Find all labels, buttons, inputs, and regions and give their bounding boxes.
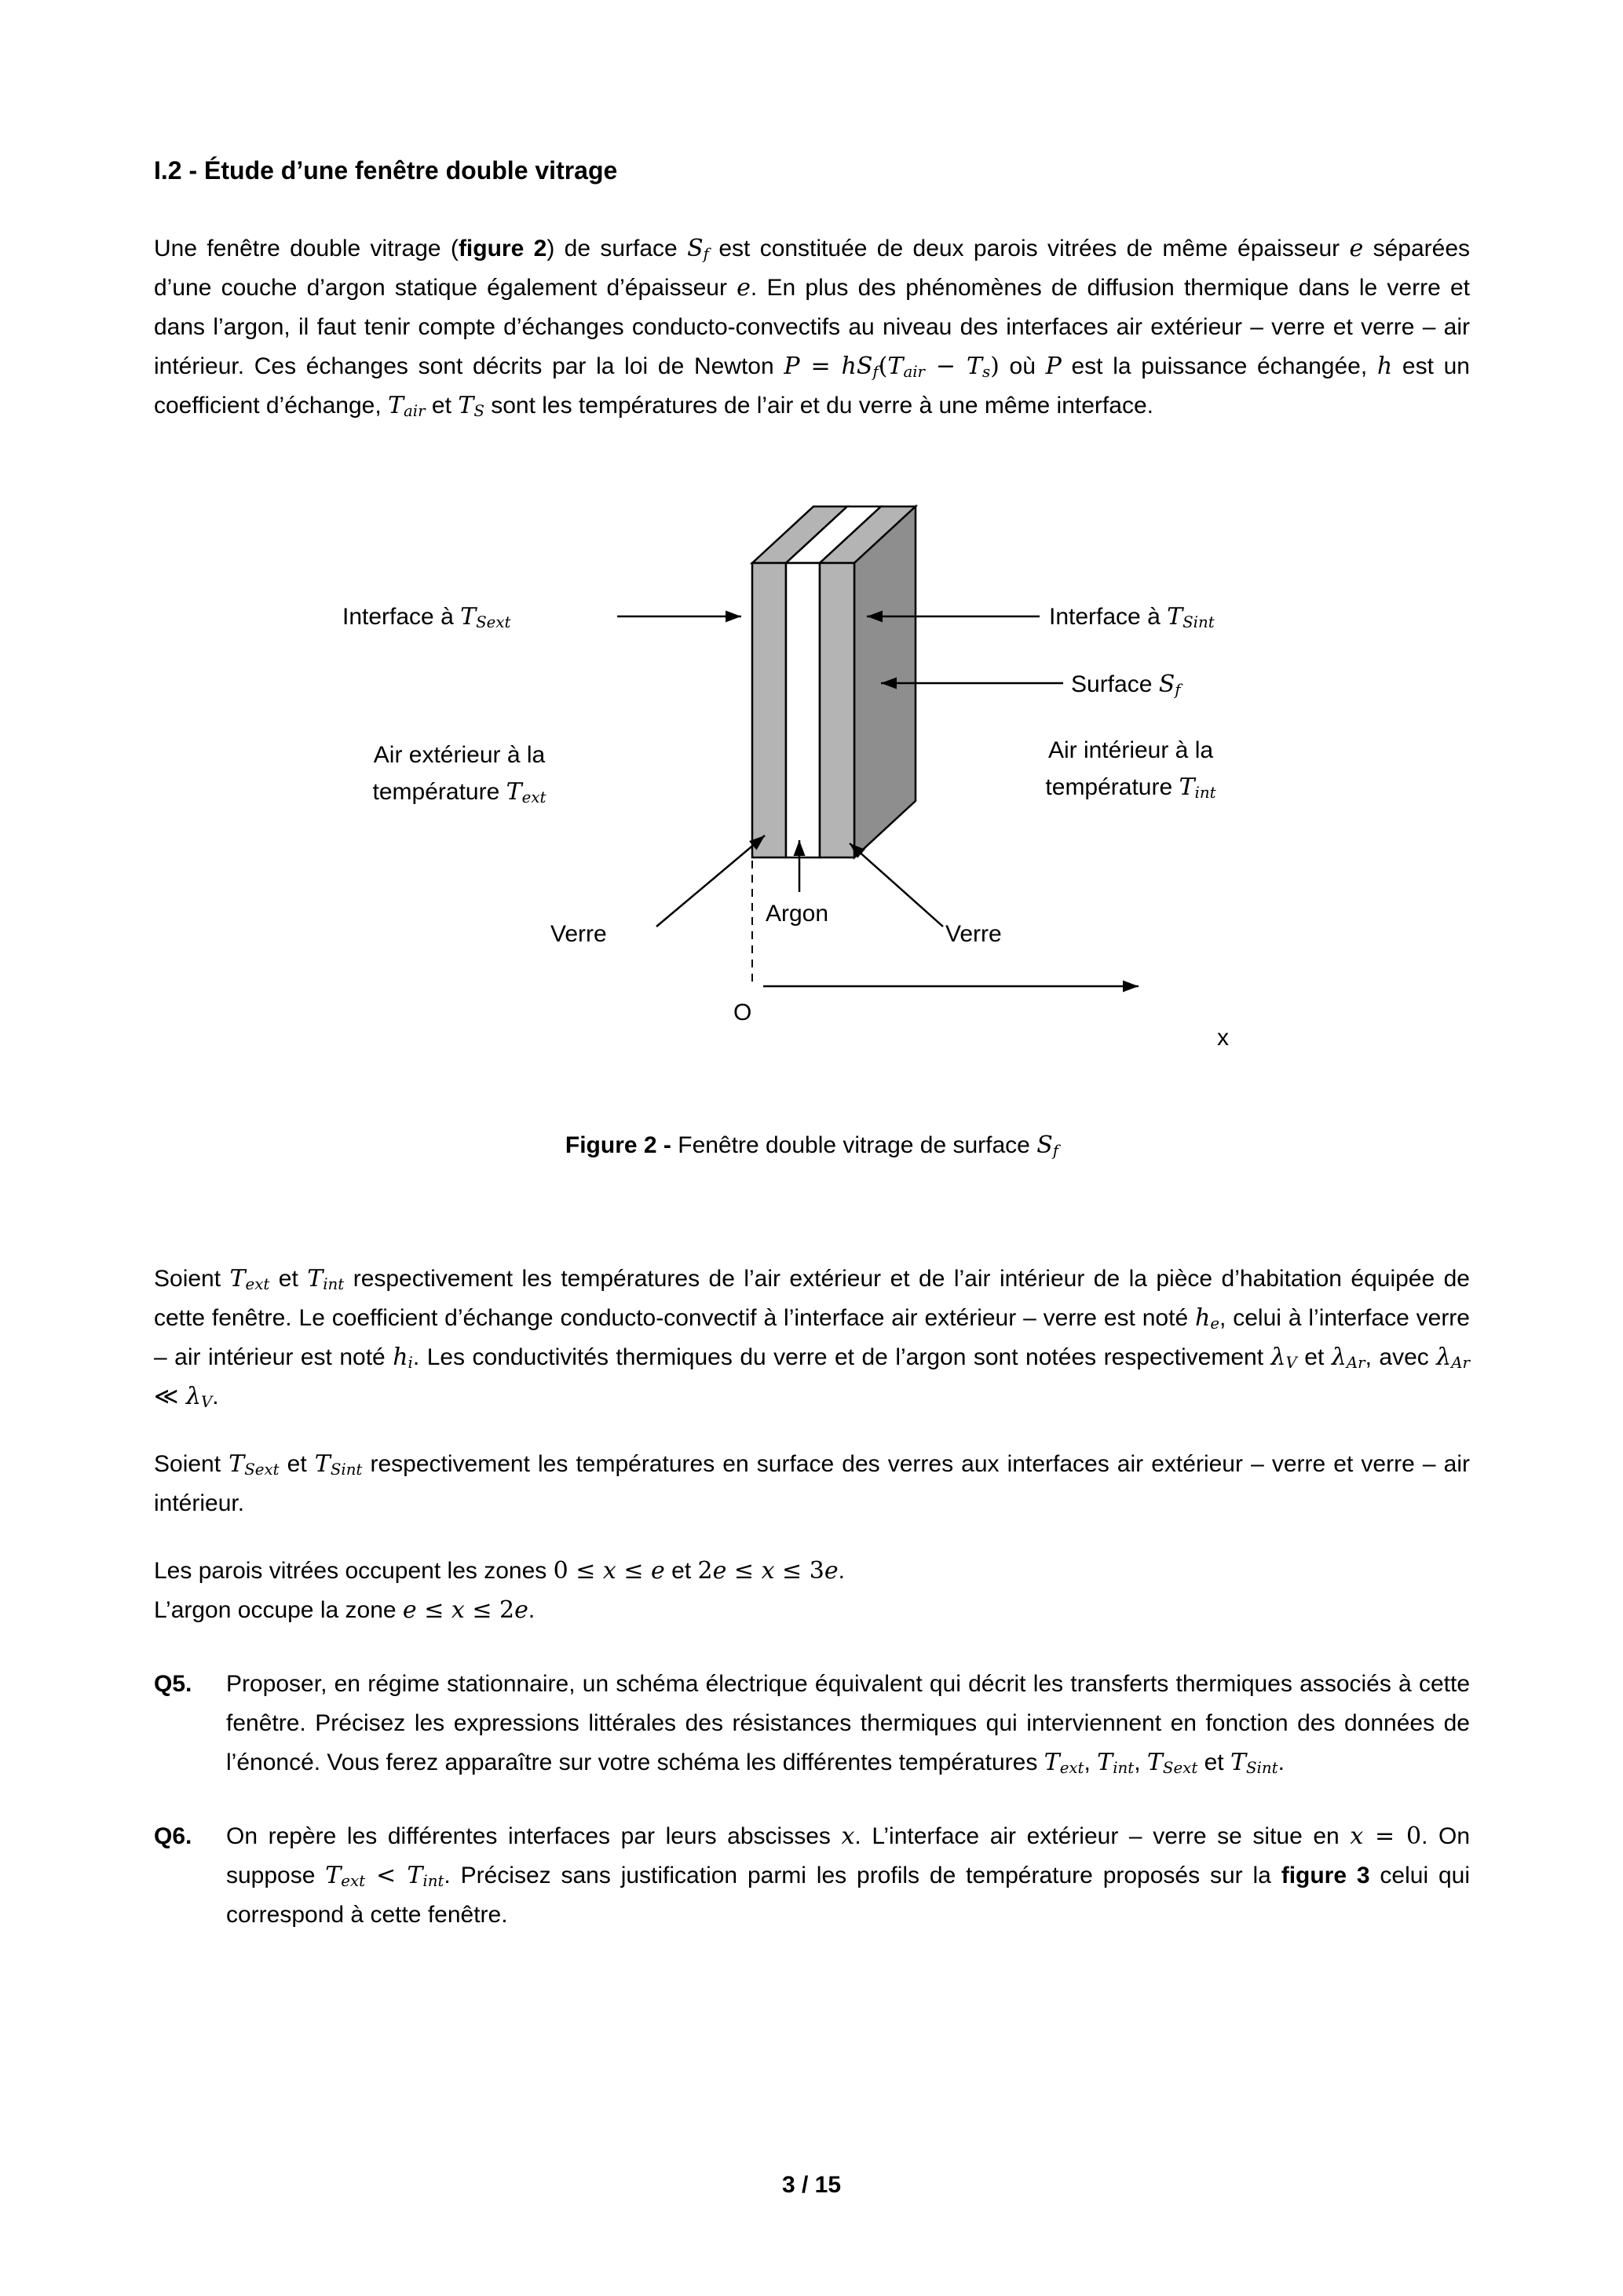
label-air-exterieur-line2: température $T_{ext}$: [372, 778, 546, 807]
question-q5-label: Q5.: [154, 1671, 192, 1697]
question-q6: [154, 1817, 1470, 1935]
label-air-interieur-line2: température $T_{int}$: [1045, 773, 1216, 803]
paragraph-zones-line2: L’argon occupe la zone e ≤ x ≤ 2e.: [154, 1596, 536, 1624]
arrow-verre-left: [656, 835, 765, 927]
paragraph-surface-temperatures: Soient $T_{Sext}$ et $T_{Sint}$ respectivement les températures en surface des verres aux interfaces air extérieur – verre et verre – air intérieur.: [154, 1450, 1470, 1516]
label-surface-sf: Surface $S_f$: [1071, 671, 1181, 700]
section-title: I.2 - Étude d’une fenêtre double vitrage: [154, 156, 618, 185]
label-air-exterieur-line1: Air extérieur à la: [373, 742, 546, 768]
paragraph-zones: [154, 1552, 1470, 1630]
question-q5-text: Proposer, en régime stationnaire, un schéma électrique équivalent qui décrit les transferts thermiques associés à cette fenêtre. Précisez les expressions littérales des résistances thermiques qui interviennent en fonction des données de l’énoncé. Vous ferez apparaître sur votre schéma les différentes températures $T_{ext}$, $T_{int}$, $T_{Sext}$ et $T_{Sint}$.: [226, 1671, 1470, 1778]
label-origin-o: O: [733, 1000, 752, 1026]
question-q6-text: On repère les différentes interfaces par leurs abscisses x. L’interface air extérieur – verre se situe en x = 0. On suppose $T_{ext} < T_{int}$. Précisez sans justification parmi les profils de température proposés sur la figure 3 celui qui correspond à cette fenêtre.: [226, 1823, 1471, 1928]
paragraph-zones-line1: Les parois vitrées occupent les zones 0 ≤ x ≤ e et 2e ≤ x ≤ 3e.: [154, 1557, 845, 1585]
window-front-glass-right: [820, 563, 854, 857]
label-air-exterieur: [330, 737, 589, 810]
label-air-interieur: [1001, 732, 1260, 806]
label-interface-int: Interface à $T_{Sint}$: [1049, 603, 1215, 632]
label-argon: Argon: [766, 901, 829, 927]
page-number: 3 / 15: [781, 2172, 842, 2198]
question-q5: [154, 1665, 1470, 1782]
label-axis-x: x: [1217, 1025, 1229, 1051]
arrow-verre-right: [850, 843, 943, 927]
window-side-face: [854, 506, 916, 857]
intro-paragraph: Une fenêtre double vitrage (figure 2) de surface $S_f$ est constituée de deux parois vitrées de même épaisseur e séparées d’une couche d’argon statique également d’épaisseur e. En plus des phénomènes de diffusion thermique dans le verre et dans l’argon, il faut tenir compte d’échanges conducto-convectifs au niveau des interfaces air extérieur – verre et verre – air intérieur. Ces échanges sont décrits par la loi de Newton $P = hS_f(T_{air} - T_s)$ où P est la puissance échangée, h est un coefficient d’échange, $T_{air}$ et $T_S$ sont les températures de l’air et du verre à une même interface.: [154, 235, 1471, 421]
paragraph-temperatures: Soient $T_{ext}$ et $T_{int}$ respectivement les températures de l’air extérieur et de l’air intérieur de la pièce d’habitation équipée de cette fenêtre. Le coefficient d’échange conducto-convectif à l’interface air extérieur – verre est noté $h_e$, celui à l’interface verre – air intérieur est noté $h_i$. Les conductivités thermiques du verre et de l’argon sont notées respectivement $\lambda_V$ et $\lambda_{Ar}$, avec $\lambda_{Ar}$ ≪ $\lambda_V$.: [154, 1265, 1471, 1412]
window-front-glass-left: [752, 563, 786, 857]
label-verre-left: Verre: [550, 921, 607, 947]
page-content: [154, 154, 1470, 1935]
label-verre-right: Verre: [945, 921, 1002, 947]
figure-2-diagram: [154, 488, 1470, 1057]
label-interface-ext: Interface à $T_{Sext}$: [342, 603, 511, 632]
figure-caption: Figure 2 - Fenêtre double vitrage de surface $S_f$: [565, 1132, 1059, 1161]
label-air-interieur-line1: Air intérieur à la: [1047, 737, 1214, 763]
window-front-argon: [786, 563, 820, 857]
question-q6-label: Q6.: [154, 1823, 192, 1849]
